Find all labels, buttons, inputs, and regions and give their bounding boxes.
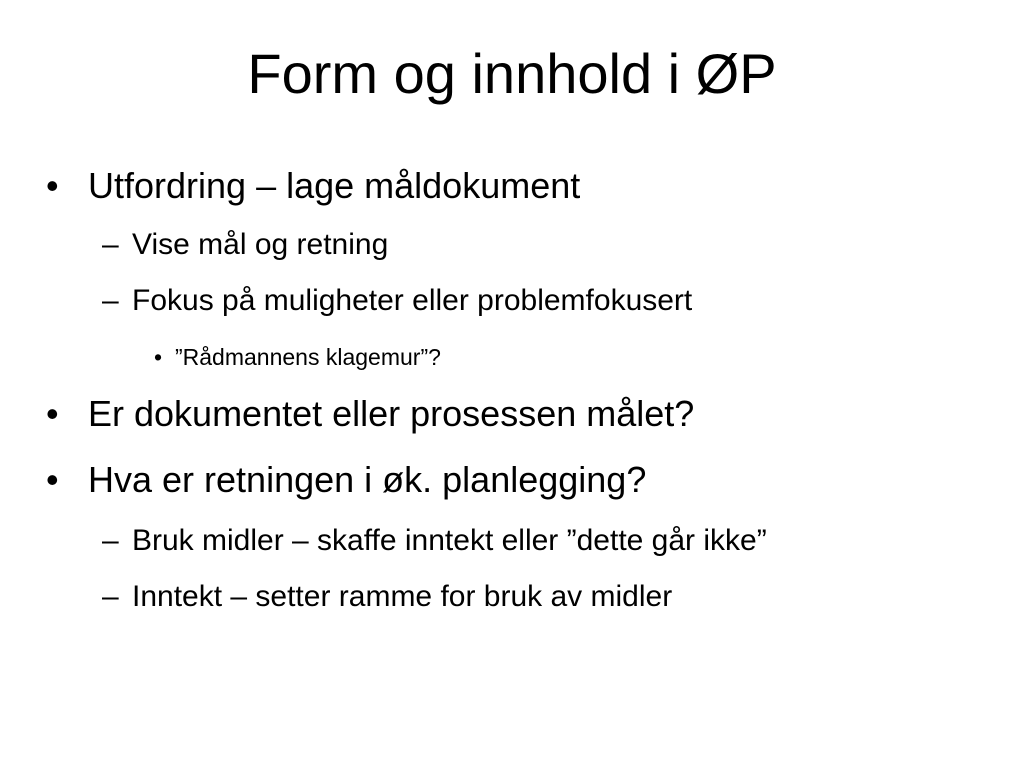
bullet-text: Fokus på muligheter eller problemfokusert <box>132 284 693 317</box>
bullet-text: Bruk midler – skaffe inntekt eller ”dette går ikke” <box>132 524 767 557</box>
bullet-marker: • <box>46 459 59 500</box>
slide-title: Form og innhold i ØP <box>247 42 777 105</box>
bullet-text: Inntekt – setter ramme for bruk av midler <box>132 580 673 613</box>
dash-marker: – <box>102 284 119 317</box>
bullet-marker: • <box>46 165 59 206</box>
bullet-item-level1 <box>46 458 647 502</box>
dash-marker: – <box>102 580 119 613</box>
bullet-item-level2 <box>102 578 673 616</box>
bullet-item-level1 <box>46 392 695 436</box>
bullet-text: ”Rådmannens klagemur”? <box>175 344 441 370</box>
bullet-text: Utfordring – lage måldokument <box>88 165 581 206</box>
bullet-item-level2 <box>102 522 767 560</box>
bullet-text: Hva er retningen i øk. planlegging? <box>88 459 647 500</box>
bullet-item-level1 <box>46 164 581 208</box>
bullet-marker: • <box>46 393 59 434</box>
bullet-item-level2 <box>102 282 693 320</box>
dash-marker: – <box>102 228 119 261</box>
dash-marker: – <box>102 524 119 557</box>
bullet-text: Vise mål og retning <box>132 228 389 261</box>
bullet-item-level2 <box>102 226 389 264</box>
bullet-marker: • <box>154 344 163 370</box>
bullet-item-level3 <box>154 342 441 372</box>
bullet-text: Er dokumentet eller prosessen målet? <box>88 393 695 434</box>
